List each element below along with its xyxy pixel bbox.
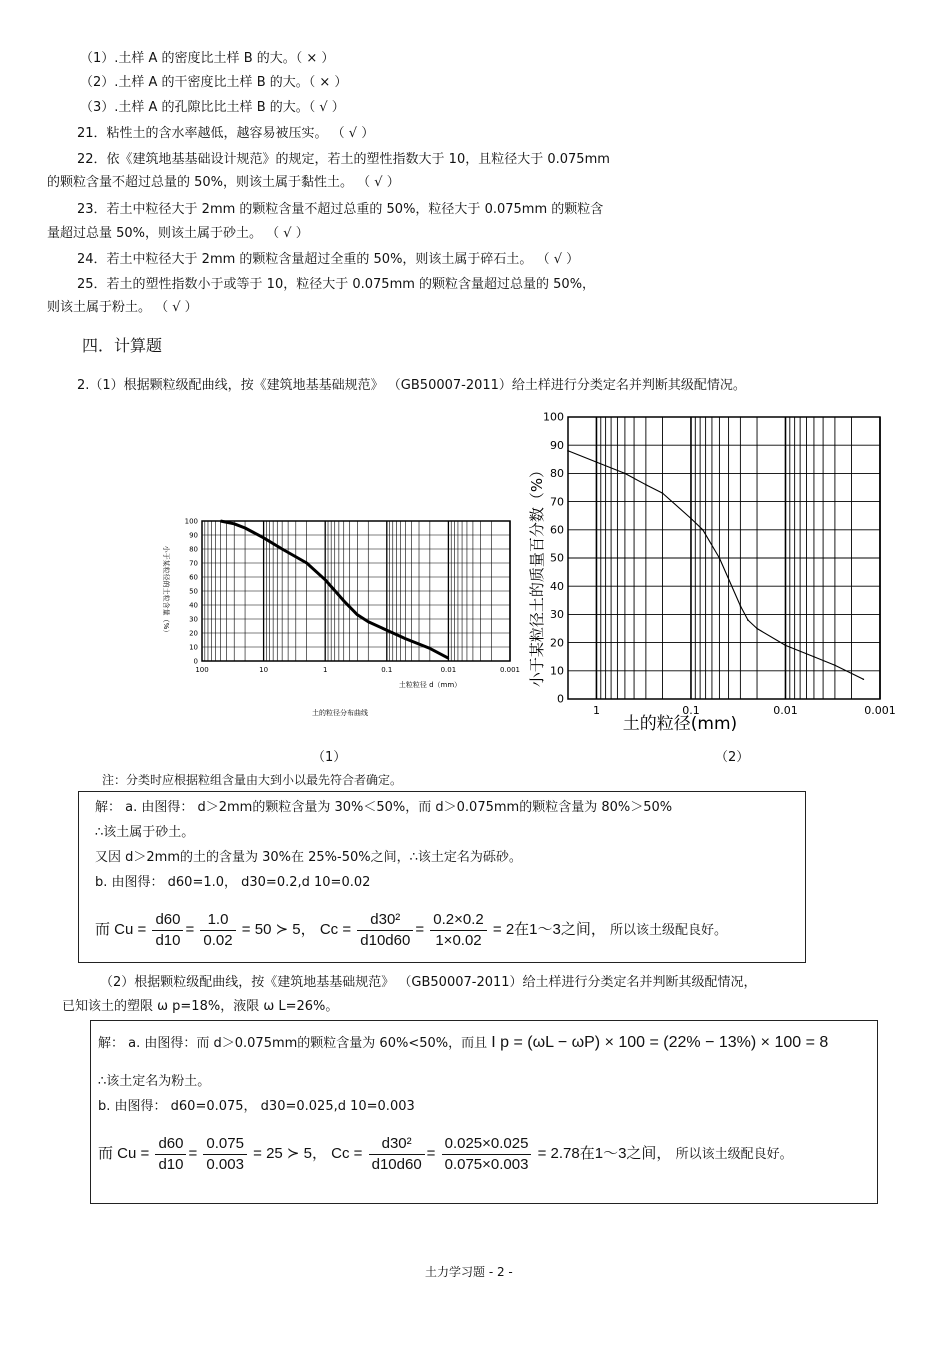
data-point: [719, 557, 721, 559]
data-point: [834, 664, 836, 666]
data-point: [863, 678, 865, 680]
cu-denominator: d10: [155, 931, 181, 949]
statement-24: 24．若土中粒径大于 2mm 的颗粒含量超过全重的 50%，则该土属于碎石土。 （ √ ）: [77, 252, 580, 267]
x-tick-label: 1: [592, 704, 600, 717]
y-tick-label: 10: [550, 664, 564, 678]
cc-value-denominator: 1×0.02: [435, 931, 482, 949]
x-tick-label: 1: [322, 666, 328, 674]
statement-22-a: 22．依《建筑地基基础设计规范》的规定，若土的塑性指数大于 10，且粒径大于 0.075mm: [77, 152, 610, 167]
y-tick-label: 80: [189, 545, 198, 554]
cu-prefix: 而 Cu =: [95, 921, 147, 938]
y-axis-label: 小于某粒径的土粒含量（%）: [162, 545, 170, 637]
cu-value-denominator: 0.02: [203, 931, 233, 949]
y-tick-label: 80: [550, 467, 564, 481]
y-tick-label: 90: [550, 438, 564, 452]
statement-21: 21．粘性土的含水率越低，越容易被压实。 （ √ ）: [77, 126, 375, 141]
y-tick-label: 20: [550, 636, 564, 650]
y-tick-label: 0: [557, 692, 564, 706]
chart-1-label: （1）: [312, 750, 347, 765]
data-point: [244, 527, 246, 529]
solution-2-line-3: b. 由图得： d60=0.075， d30=0.025,d 10=0.003: [98, 1099, 415, 1114]
data-point: [386, 629, 388, 631]
grain-size-chart-1: [150, 505, 530, 725]
data-point: [263, 537, 265, 539]
cc-value-numerator-2: 0.025×0.025: [442, 1134, 532, 1155]
cc-numerator-2: d30²: [369, 1134, 425, 1155]
cc-result: = 2在1～3之间，: [492, 921, 606, 938]
question-2-2-a: （2）根据颗粒级配曲线，按《建筑地基基础规范》 （GB50007-2011）给土样进行分类定名并判断其级配情况，: [100, 975, 757, 990]
cc-numerator: d30²: [357, 910, 413, 931]
data-point: [624, 473, 626, 475]
statement-22-b: 的颗粒含量不超过总量的 50%，则该土属于黏性土。 （ √ ）: [47, 175, 400, 190]
cc-result-2: = 2.78在1～3之间，: [537, 1145, 672, 1162]
y-axis-label: 小于某粒径土的质量百分数（%）: [528, 462, 546, 688]
x-tick-label: 0.1: [682, 704, 700, 717]
cu-result: = 50 ≻ 5，: [241, 921, 316, 938]
data-point: [740, 605, 742, 607]
y-tick-label: 30: [189, 615, 198, 624]
statement-23-a: 23．若土中粒径大于 2mm 的颗粒含量不超过总重的 50%，粒径大于 0.075mm 的颗粒含: [77, 202, 604, 217]
data-point: [813, 656, 815, 658]
data-point: [448, 657, 450, 659]
y-tick-label: 70: [189, 559, 198, 568]
data-point: [596, 461, 598, 463]
data-point: [702, 529, 704, 531]
y-tick-label: 100: [184, 517, 198, 526]
cc-prefix: Cc =: [319, 921, 352, 938]
question-2-1: 2.（1）根据颗粒级配曲线，按《建筑地基基础规范》 （GB50007-2011）给土样进行分类定名并判断其级配情况。: [77, 378, 746, 393]
statement-3: （3）.土样 A 的孔隙比比土样 B 的大。（ √ ）: [80, 100, 345, 115]
chart-title: 土的粒径分布曲线: [312, 709, 368, 717]
cu-value-numerator-2: 0.075: [203, 1134, 247, 1155]
x-tick-label: 0.001: [864, 704, 896, 717]
data-point: [357, 614, 359, 616]
cu-prefix-2: 而 Cu =: [98, 1145, 150, 1162]
data-point: [785, 645, 787, 647]
x-tick-label: 0.01: [440, 666, 457, 674]
cc-value-denominator-2: 0.075×0.003: [444, 1155, 529, 1173]
chart-2-label: （2）: [715, 750, 750, 765]
x-tick-label: 100: [195, 666, 209, 674]
solution-2-line-1: [98, 1034, 828, 1053]
grading-curve: [568, 451, 863, 680]
grain-size-chart-2: [528, 405, 896, 745]
x-axis-label: 土粒粒径 d（mm）: [398, 681, 462, 689]
cu-value-denominator-2: 0.003: [206, 1155, 244, 1173]
solution-1-formula: 而 Cu = $\frac{d60}{d10}$ = $\frac{1.0}{0.02}$ = 50 ≻ 5， Cc = $\frac{\text{d30²}}{d10d60}$ = $\frac{0.2\times 0.2}{1\times 0.02}$ = 2在1～3之间， 所以该土级配良好。: [95, 910, 728, 949]
y-tick-label: 70: [550, 495, 564, 509]
statement-23-b: 量超过总量 50%，则该土属于砂土。 （ √ ）: [47, 226, 309, 241]
solution-1-line-3: 又因 d＞2mm的土的含量为 30%在 25%-50%之间，∴该土定名为砾砂。: [95, 850, 522, 865]
y-tick-label: 60: [189, 573, 198, 582]
cc-value-numerator: 0.2×0.2: [430, 910, 486, 931]
cu-denominator-2: d10: [158, 1155, 184, 1173]
cc-denominator: d10d60: [360, 931, 411, 949]
y-tick-label: 60: [550, 523, 564, 537]
cc-denominator-2: d10d60: [371, 1155, 422, 1173]
cu-numerator: d60: [152, 910, 183, 931]
data-point: [690, 518, 692, 520]
data-point: [645, 484, 647, 486]
section-title: 四．计算题: [82, 336, 163, 355]
x-axis-label: 土的粒径(mm): [622, 714, 738, 734]
data-point: [367, 621, 369, 623]
y-tick-label: 0: [193, 657, 198, 666]
statement-1: （1）.土样 A 的密度比土样 B 的大。（ × ）: [80, 51, 335, 66]
page-footer: 土力学习题 - 2 -: [425, 1265, 513, 1279]
cu-result-2: = 25 ≻ 5，: [253, 1145, 327, 1162]
solution-2-formula: 而 Cu = $\frac{d60}{d10}$ = $\frac{0.075}{0.003}$ = 25 ≻ 5， Cc = $\frac{\text{d30²}}{d10d60}$ = $\frac{0.025\times 0.025}{0.075\times 0.003}$ = 2.78在1～3之间， 所以该土级配良好。: [98, 1134, 793, 1173]
solution-2-line-2: ∴该土定名为粉土。: [98, 1074, 211, 1089]
conclusion-2: 所以该土级配良好。: [675, 1146, 793, 1161]
data-point: [662, 492, 664, 494]
conclusion-1: 所以该土级配良好。: [610, 922, 728, 937]
data-point: [306, 562, 308, 564]
data-point: [220, 520, 222, 522]
data-point: [405, 638, 407, 640]
y-tick-label: 30: [550, 608, 564, 622]
data-point: [567, 450, 569, 452]
data-point: [429, 648, 431, 650]
cu-numerator-2: d60: [155, 1134, 186, 1155]
y-tick-label: 20: [189, 629, 198, 638]
cc-prefix-2: Cc =: [331, 1145, 363, 1162]
x-tick-label: 0.1: [381, 666, 393, 674]
y-tick-label: 50: [550, 551, 564, 565]
statement-25-b: 则该土属于粉土。 （ √ ）: [47, 300, 198, 315]
data-point: [324, 579, 326, 581]
y-tick-label: 40: [550, 579, 564, 593]
solution-1-line-2: ∴该土属于砂土。: [95, 825, 195, 840]
cu-value-numerator: 1.0: [200, 910, 235, 931]
data-point: [233, 523, 235, 525]
note: 注：分类时应根据粒组含量由大到小以最先符合者确定。: [102, 773, 403, 787]
solution-1-line-4: b. 由图得： d60=1.0， d30=0.2,d 10=0.02: [95, 875, 371, 890]
y-tick-label: 90: [189, 531, 198, 540]
y-tick-label: 100: [543, 410, 564, 424]
question-2-2-b: 已知该土的塑限 ω p=18%，液限 ω L=26%。: [62, 999, 339, 1014]
y-tick-label: 40: [189, 601, 198, 610]
solution-2-line-1-text: 解： a. 由图得：而 d＞0.075mm的颗粒含量为 60%<50%，而且: [98, 1036, 488, 1051]
data-point: [343, 600, 345, 602]
x-tick-label: 0.01: [773, 704, 798, 717]
solution-1-line-1: 解： a. 由图得： d＞2mm的颗粒含量为 30%＜50%，而 d＞0.075mm的颗粒含量为 80%＞50%: [95, 800, 673, 815]
statement-2: （2）.土样 A 的干密度比土样 B 的大。（ × ）: [80, 75, 348, 90]
plasticity-index-formula: I p = (ωL − ωP) × 100 = (22% − 13%) × 100 = 8: [491, 1034, 829, 1051]
statement-25-a: 25．若土的塑性指数小于或等于 10，粒径大于 0.075mm 的颗粒含量超过总量的 50%，: [77, 277, 596, 292]
data-point: [747, 619, 749, 621]
x-tick-label: 10: [259, 666, 269, 674]
data-point: [756, 628, 758, 630]
data-point: [281, 548, 283, 550]
x-tick-label: 0.001: [499, 666, 521, 674]
y-tick-label: 50: [189, 587, 198, 596]
y-tick-label: 10: [189, 643, 198, 652]
